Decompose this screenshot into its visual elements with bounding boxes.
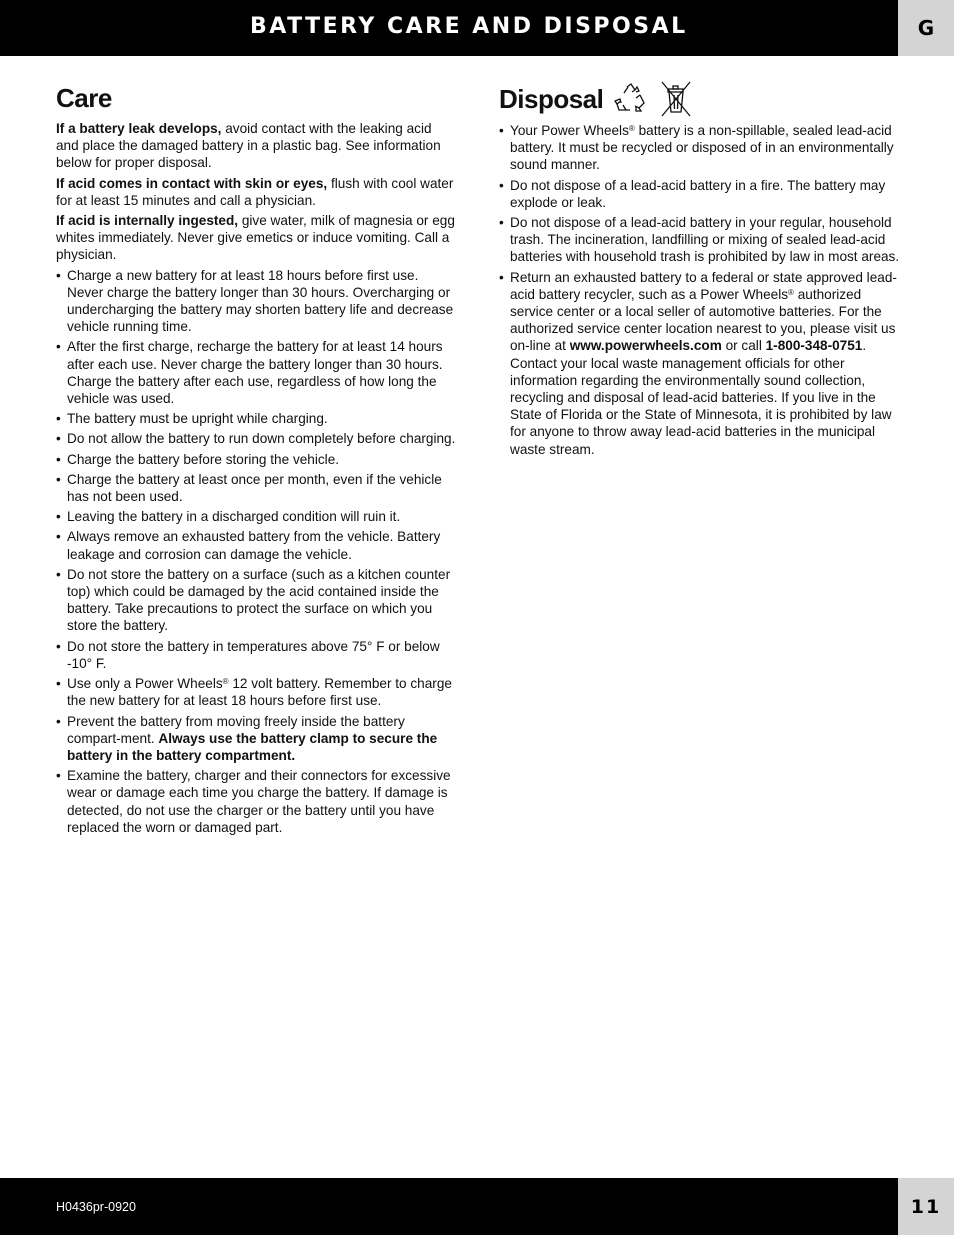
list-item-text: battery is a non-spillable, sealed lead-acid battery. It must be recycled or disposed of in an environmentally sound manner. (510, 123, 894, 173)
list-item (499, 269, 901, 458)
disposal-list (499, 122, 901, 458)
list-item-text: Your Power Wheels (510, 123, 629, 138)
section-tab: G (898, 0, 954, 56)
disposal-heading: Disposal (499, 84, 604, 114)
list-item: • Do not dispose of a lead-acid battery in your regular, household trash. The incineration, landfilling or mixing of sealed lead-acid batteries with household trash is prohibited by law in most areas. (499, 214, 901, 266)
intro-bold: If acid is internally ingested, (56, 213, 239, 229)
care-intro-ingested (56, 212, 456, 264)
registered-mark: ® (788, 287, 794, 297)
website-url: www.powerwheels.com (569, 338, 722, 354)
phone-number: 1-800-348-0751 (765, 338, 863, 354)
crossed-out-bin-icon (659, 80, 693, 118)
list-item: • The battery must be upright while charging. (56, 410, 456, 427)
list-item (499, 122, 901, 174)
list-item: • Do not allow the battery to run down completely before charging. (56, 430, 456, 447)
page-header (0, 0, 954, 56)
list-item: • Do not store the battery in temperatures above 75° F or below -10° F. (56, 638, 456, 672)
list-item: • Charge the battery at least once per month, even if the vehicle has not been used. (56, 471, 456, 505)
list-item-text: Use only a Power Wheels (67, 676, 223, 692)
list-item: • Always remove an exhausted battery from the vehicle. Battery leakage and corrosion can damage the vehicle. (56, 528, 456, 562)
header-title: BATTERY CARE AND DISPOSAL (250, 14, 688, 39)
recycle-icon (613, 82, 649, 116)
intro-text: avoid contact with the leaking acid and place the damaged battery in a plastic bag. See information below for proper disposal. (56, 121, 441, 171)
list-item: • Charge the battery before storing the vehicle. (56, 451, 456, 468)
disposal-icons (613, 80, 693, 118)
list-item: • Do not store the battery on a surface (such as a kitchen counter top) which could be damaged by the acid contained inside the battery. Take precautions to protect the surface on which you store the battery. (56, 566, 456, 635)
intro-text: flush with cool water for at least 15 minutes and call a physician. (56, 175, 454, 208)
intro-bold: If a battery leak develops, (56, 121, 222, 136)
list-item-text: or call (721, 338, 766, 354)
list-item-text: authorized service center or a local seller of automotive batteries. For the authorized service center location nearest to you, please visit us on-line at (510, 286, 896, 354)
list-item: • After the first charge, recharge the battery for at least 14 hours after each use. Never charge the battery longer than 30 hours. Charge the battery after each use, regardless of how long the vehicle was used. (56, 338, 456, 407)
care-intro-leak (56, 120, 456, 172)
intro-bold: If acid comes in contact with skin or eyes, (56, 175, 328, 191)
list-item-text: 12 volt battery. Remember to charge the new battery for at least 18 hours before first use. (67, 676, 452, 709)
care-intro-skin (56, 175, 456, 209)
list-item (56, 713, 456, 765)
intro-text: give water, milk of magnesia or egg whites immediately. Never give emetics or induce vomiting. Call a physician. (56, 213, 455, 263)
list-item: • Examine the battery, charger and their connectors for excessive wear or damage each time you charge the battery. If damage is detected, do not use the charger or the battery until you have replaced the worn or damaged part. (56, 767, 456, 836)
disposal-column (499, 80, 901, 461)
list-item: • Do not dispose of a lead-acid battery in a fire. The battery may explode or leak. (499, 177, 901, 211)
list-item: • Leaving the battery in a discharged condition will ruin it. (56, 508, 456, 525)
list-item (56, 675, 456, 709)
document-code: H0436pr-0920 (56, 1200, 136, 1214)
list-item-text: . Contact your local waste management officials for other information regarding the environmentally sound collection, recycling and disposal of lead-acid batteries. If you live in the State of Florida or the State of Minnesota, it is prohibited by law for anyone to throw away lead-acid batteries in the municipal waste stream. (510, 338, 892, 457)
registered-mark: ® (222, 677, 229, 687)
registered-mark: ® (628, 124, 635, 133)
list-item: • Charge a new battery for at least 18 hours before first use. Never charge the battery longer than 30 hours. Overcharging or undercharging the battery may shorten battery life and decrease vehicle running time. (56, 267, 456, 336)
disposal-heading-row (499, 80, 901, 118)
list-item-text: Prevent the battery from moving freely inside the battery compart-ment. (67, 713, 405, 746)
list-item-bold: Always use the battery clamp to secure the battery in the battery compartment. (67, 730, 438, 763)
care-heading: Care (56, 83, 112, 113)
page-number: 11 (898, 1178, 954, 1235)
page-footer (0, 1178, 954, 1235)
care-list (56, 267, 456, 836)
care-column (56, 80, 456, 839)
list-item-text: Return an exhausted battery to a federal or state approved lead-acid battery recycler, such as a Power Wheels (510, 269, 897, 302)
